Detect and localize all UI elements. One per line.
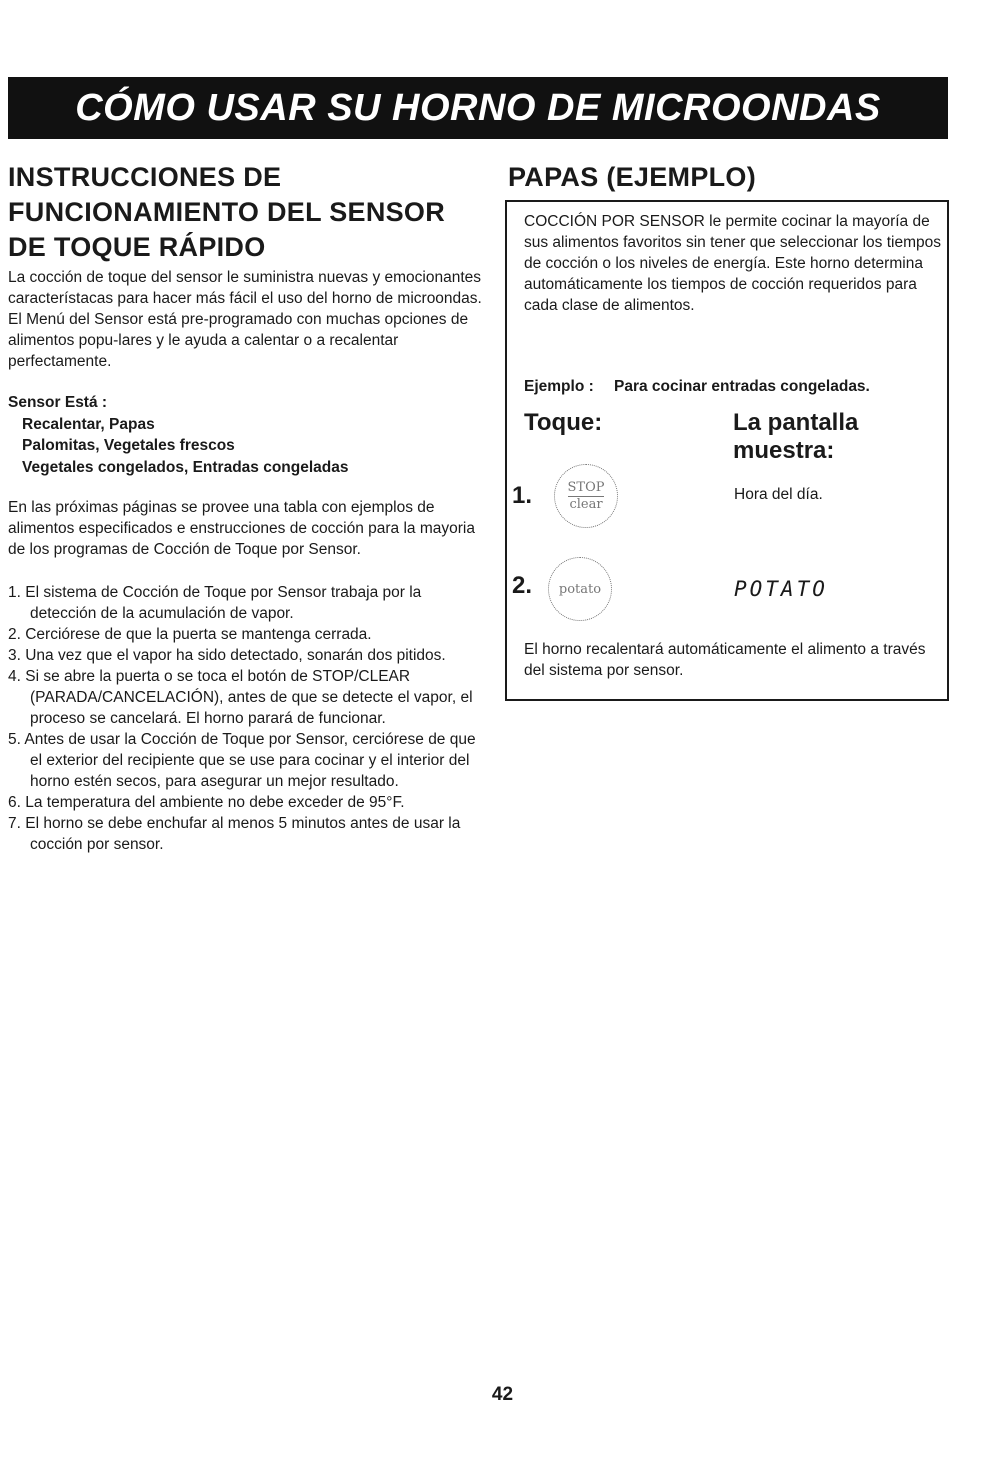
instruction-item: 5. Antes de usar la Cocción de Toque por Sensor, cerciórese de que el exterior del recipiente que se use para cocinar y el interior del horno estén secos, para asegurar un mejor resultado. <box>8 731 476 790</box>
step-number: 2. <box>512 572 533 599</box>
sensor-label: Sensor Está : <box>8 394 108 411</box>
pages-note: En las próximas páginas se provee una tabla con ejemplos de alimentos especificados e enstrucciones de cocción para la mayoria de los programas de Cocción de Toque por Sensor. <box>8 499 475 558</box>
example-label: Ejemplo : <box>524 378 594 395</box>
potato-key-icon <box>548 557 612 621</box>
instruction-item: 4. Si se abre la puerta o se toca el botón de STOP/CLEAR (PARADA/CANCELACIÓN), antes de que se detecte el vapor, el proceso se cancelará. El horno parará de funcionar. <box>8 668 473 727</box>
section-heading <box>8 160 486 265</box>
intro-paragraph: La cocción de toque del sensor le suministra nuevas y emocionantes característacas para hacer más fácil el uso del horno de microondas. El Menú del Sensor está pre-programado con muchas opciones de alimentos popu-lares y le ayuda a calentar o a recalentar perfectamente. <box>8 269 482 370</box>
instruction-list <box>8 582 486 855</box>
instruction-item: 7. El horno se debe enchufar al menos 5 minutos antes de usar la cocción por sensor. <box>8 815 461 853</box>
example-text: Para cocinar entradas congeladas. <box>614 378 870 395</box>
display-header: La pantalla muestra: <box>733 409 859 464</box>
example-box <box>505 200 949 701</box>
example-title: PAPAS (EJEMPLO) <box>508 162 757 192</box>
instruction-item: 2. Cerciórese de que la puerta se mantenga cerrada. <box>8 626 372 643</box>
section-heading-line: DE TOQUE RÁPIDO <box>8 232 266 262</box>
page-title: CÓMO USAR SU HORNO DE MICROONDAS <box>75 86 881 129</box>
title-banner <box>8 77 948 139</box>
reheat-note: El horno recalentará automáticamente el alimento a través del sistema por sensor. <box>524 641 926 679</box>
sensor-description: COCCIÓN POR SENSOR le permite cocinar la mayoría de sus alimentos favoritos sin tener que seleccionar los tiempos de cocción o los niveles de energía. Este horno determina automáticamente los tiempos de cocción requeridos para cada clase de alimentos. <box>524 213 941 314</box>
instruction-item: 6. La temperatura del ambiente no debe exceder de 95°F. <box>8 794 405 811</box>
page-number: 42 <box>491 1384 514 1405</box>
stop-clear-key-icon <box>554 464 618 528</box>
left-column <box>8 160 486 855</box>
clear-key-label: clear <box>569 496 603 512</box>
sensor-item: Palomitas, Vegetales frescos <box>22 437 235 454</box>
lcd-display-text: POTATO <box>734 577 828 601</box>
sensor-item: Recalentar, Papas <box>22 415 155 433</box>
sensor-item: Vegetales congelados, Entradas congeladas <box>22 458 349 476</box>
sensor-menu-list <box>8 392 486 478</box>
touch-header: Toque: <box>524 409 603 436</box>
section-heading-line: INSTRUCCIONES DE <box>8 162 282 192</box>
instruction-item: 3. Una vez que el vapor ha sido detectado, sonarán dos pitidos. <box>8 647 446 664</box>
potato-key-label: potato <box>558 581 602 597</box>
example-line <box>524 378 870 396</box>
display-text: Hora del día. <box>734 486 823 503</box>
stop-key-label: STOP <box>567 479 605 495</box>
step-number: 1. <box>512 482 533 509</box>
instruction-item: 1. El sistema de Cocción de Toque por Sensor trabaja por la detección de la acumulación de vapor. <box>8 584 422 622</box>
section-heading-line: FUNCIONAMIENTO DEL SENSOR <box>8 197 446 227</box>
